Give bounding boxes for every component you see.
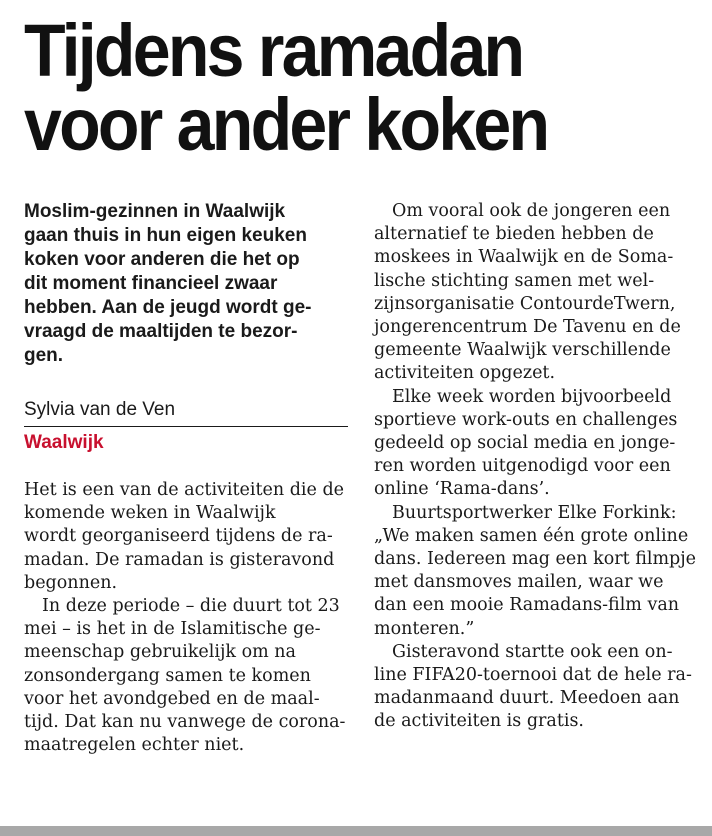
body-line: maatregelen echter niet. [24,735,245,756]
headline-line: voor ander koken [24,83,548,166]
lead-line: hebben. Aan de jeugd wordt ge- [24,297,312,318]
body-line: monteren.” [374,618,475,639]
body-line: activiteiten opgezet. [374,363,556,384]
lead-line: gen. [24,345,64,366]
body-line: zonsondergang samen te komen [24,665,311,686]
lead-line: vraagd de maaltijden te bezor- [24,321,298,342]
body-line: mei – is het in de Islamitische ge- [24,619,321,640]
body-line: In deze periode – die duurt tot 23 [42,596,340,617]
lead-line: gaan thuis in hun eigen keuken [24,225,307,246]
body-line: madanmaand duurt. Meedoen aan [374,688,680,709]
left-column [24,200,348,757]
page-bottom-bar [0,826,712,836]
body-line: sportieve work-outs en challenges [374,409,678,430]
byline-location: Waalwijk [24,432,104,453]
body-line: komende weken in Waalwijk [24,503,276,524]
body-line: ren worden uitgenodigd voor een [374,456,671,477]
paragraph [374,386,700,502]
body-line: gemeente Waalwijk verschillende [374,340,671,361]
body-line: madan. De ramadan is gisteravond [24,549,335,570]
body-line: wordt georganiseerd tijdens de ra- [24,526,333,547]
byline-author: Sylvia van de Ven [24,399,176,420]
body-line: lische stichting samen met wel- [374,270,655,291]
article-headline [24,9,650,166]
paragraph [374,641,700,734]
body-text-right [374,200,700,734]
body-line: dans. Iedereen mag een kort filmpje [374,549,697,570]
byline-divider [24,426,348,427]
body-line: dan een mooie Ramadans-film van [374,595,680,616]
paragraph [374,200,700,386]
body-line: Om vooral ook de jongeren een [392,201,671,221]
body-line: voor het avondgebed en de maal- [24,688,320,709]
body-line: alternatief te bieden hebben de [374,224,654,245]
headline-line: Tijdens ramadan [24,9,523,92]
body-line: jongerencentrum De Tavenu en de [374,317,681,338]
body-line: begonnen. [24,572,118,593]
body-line: line FIFA20-toernooi dat de hele ra- [374,665,692,686]
paragraph [374,502,700,641]
paragraph [24,595,348,757]
body-line: moskees in Waalwijk en de Soma- [374,247,674,268]
body-text-left [24,479,348,757]
body-line: „We maken samen één grote online [374,525,689,546]
right-column [374,200,700,734]
body-line: Het is een van de activiteiten die de [24,480,345,500]
lead-line: Moslim-gezinnen in Waalwijk [24,201,286,222]
body-line: Elke week worden bijvoorbeeld [392,386,672,407]
paragraph [24,479,348,595]
body-line: zijnsorganisatie ContourdeTwern, [374,293,676,314]
body-line: de activiteiten is gratis. [374,711,584,732]
article-lead [24,200,348,368]
body-line: gedeeld op social media en jonge- [374,433,676,454]
body-line: met dansmoves mailen, waar we [374,572,664,593]
lead-line: koken voor anderen die het op [24,249,300,270]
body-line: Gisteravond startte ook een on- [392,641,673,662]
body-line: Buurtsportwerker Elke Forkink: [392,502,677,523]
lead-line: dit moment financieel zwaar [24,273,278,294]
body-line: meenschap gebruikelijk om na [24,642,296,663]
body-line: online ‘Rama-dans’. [374,479,550,500]
body-line: tijd. Dat kan nu vanwege de corona- [24,712,346,733]
